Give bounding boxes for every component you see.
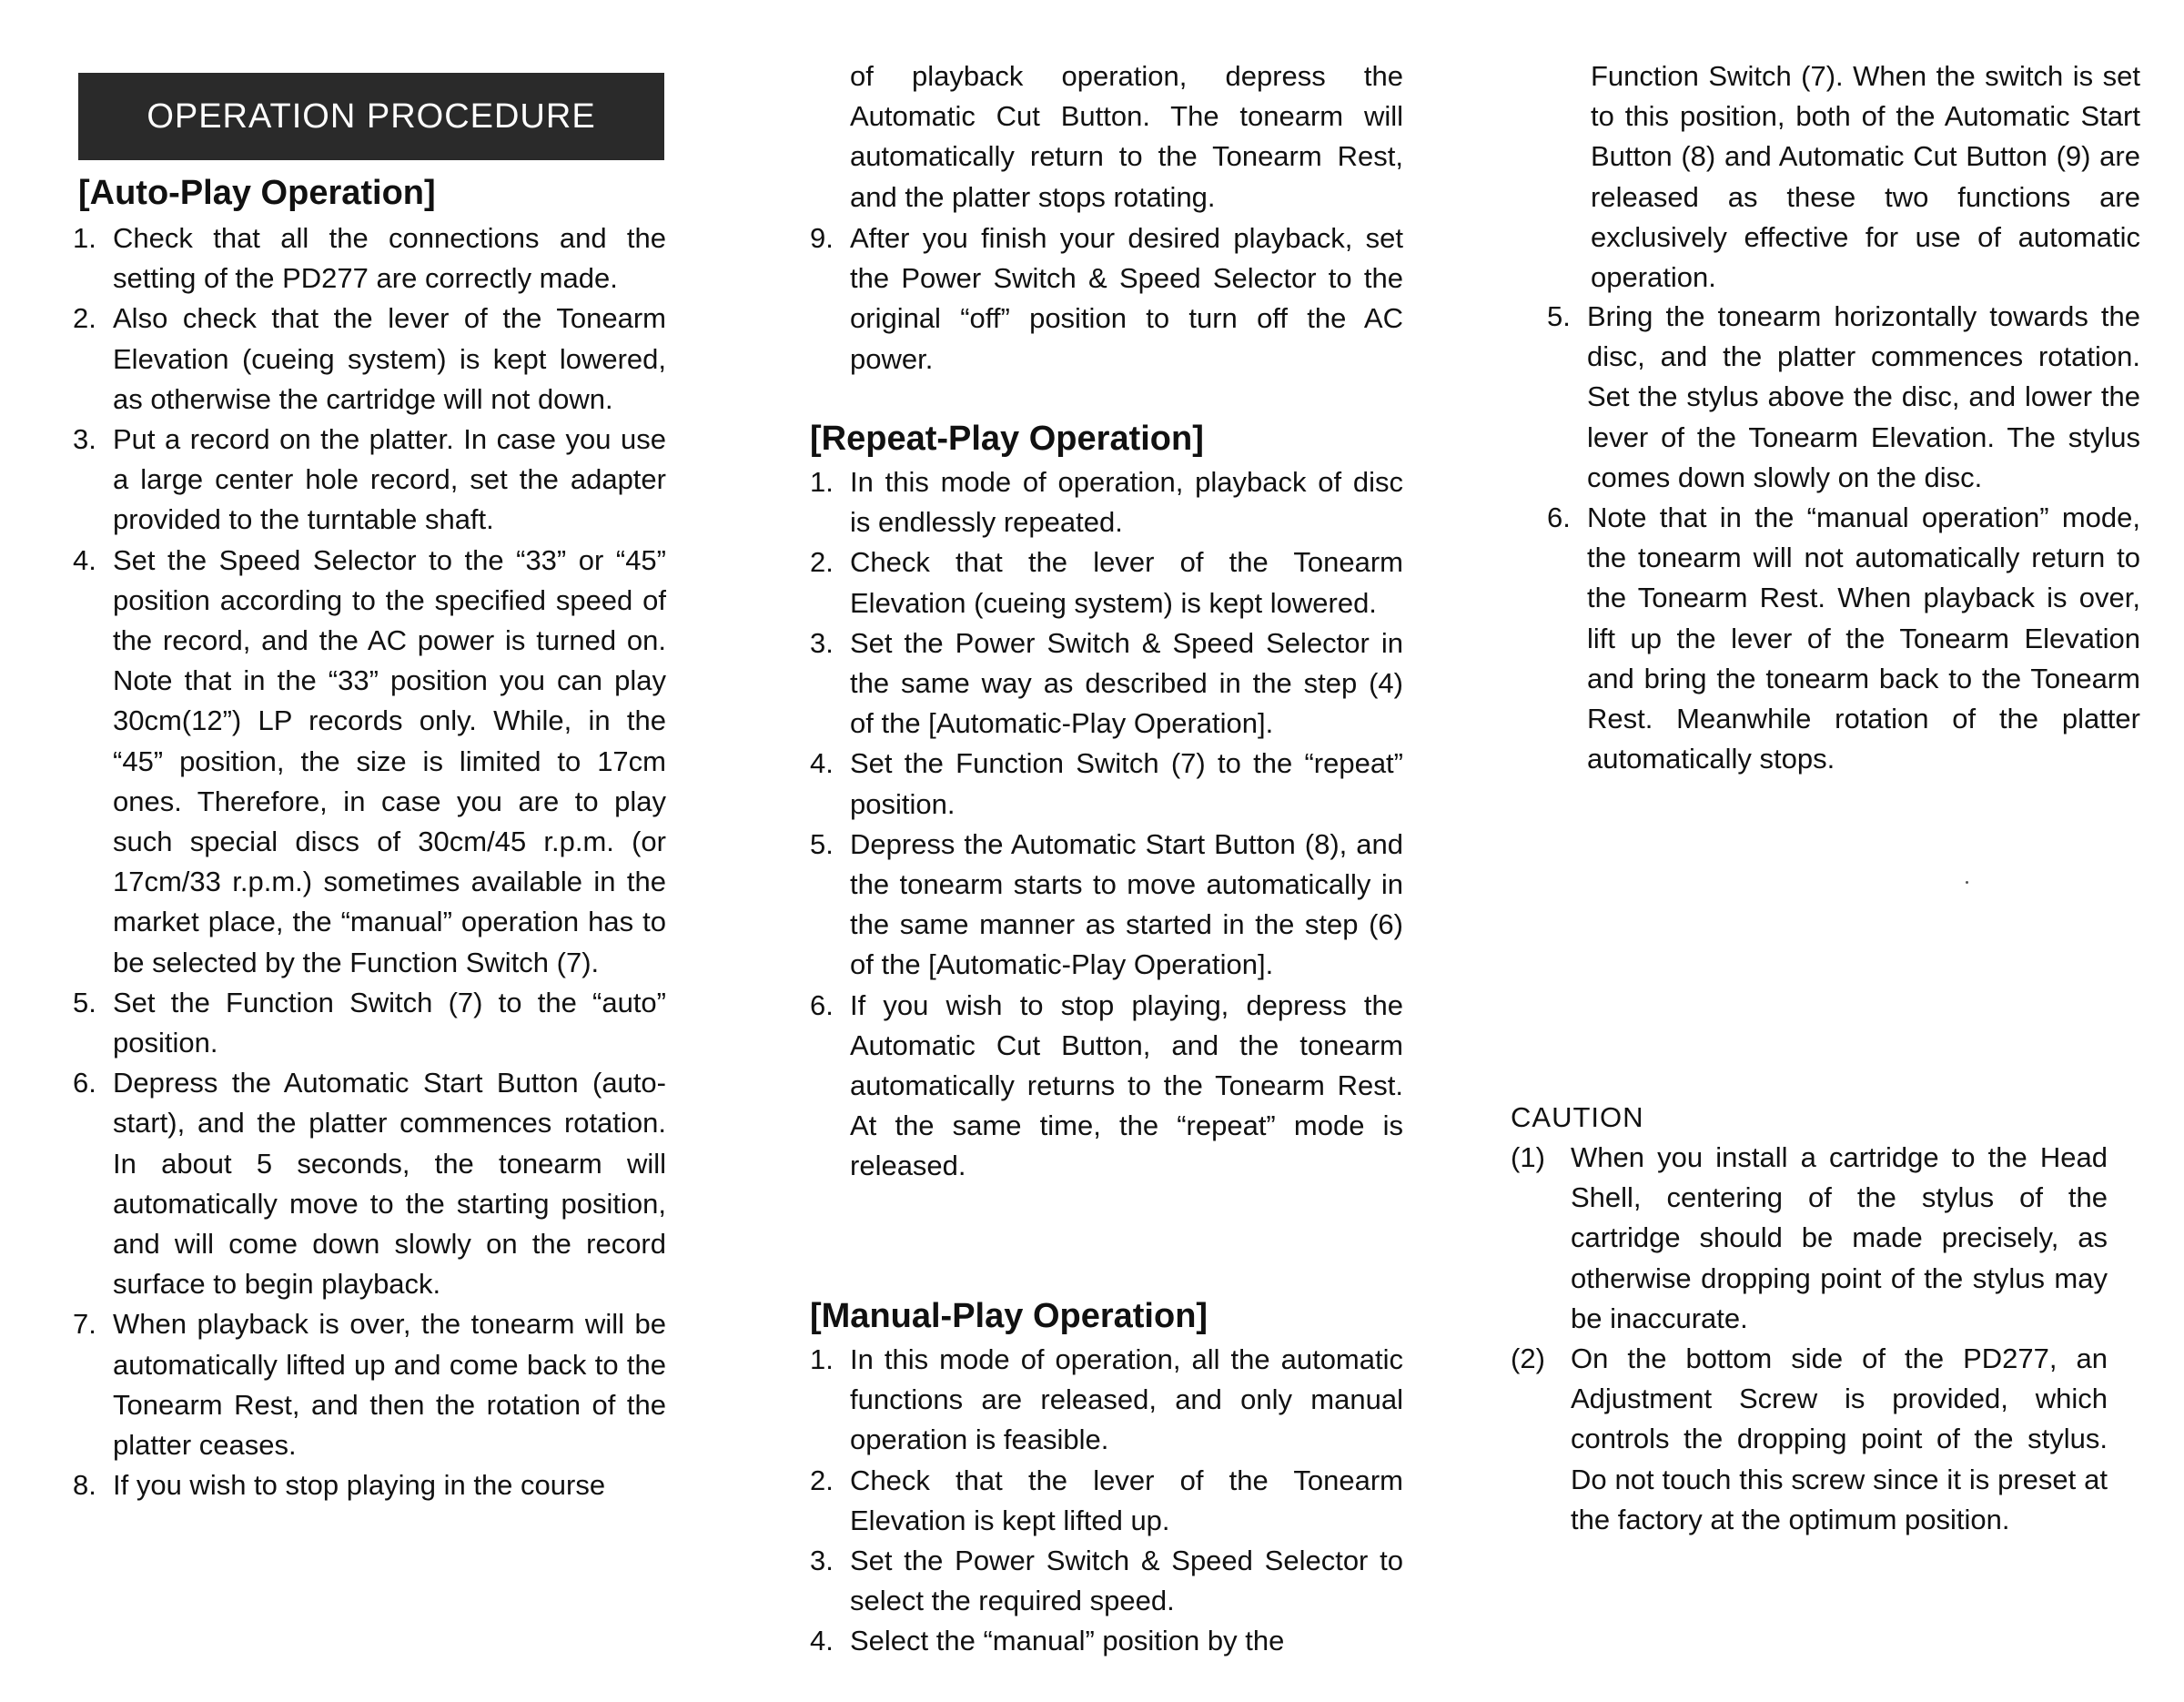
caution-title: CAUTION — [1511, 1101, 1644, 1133]
list-item: 4. Set the Speed Selector to the “33” or “45” position according to the specified speed of the record, and the AC power is turned on. Note that in the “33” position you can play 30cm(12”) LP records only. While, in the “45” position, the size is limited to 17cm ones. Therefore, in case you are to play such special discs of 30cm/45 r.p.m. (or 17cm/33 r.p.m.) sometimes available in the market place, the “manual” operation has to be selected by the Function Switch (7). — [73, 543, 666, 978]
auto-play-step8-continued: of playback operation, depress the Automatic Cut Button. The tonearm will automatically return to the Tonearm Rest, and the platter stops rotating. — [850, 60, 1403, 213]
section-banner — [78, 73, 664, 160]
auto-play-step9 — [810, 218, 1403, 380]
auto-play-heading: [Auto-Play Operation] — [78, 174, 436, 212]
list-item: 2. Also check that the lever of the Tonearm Elevation (cueing system) is kept lowered, as otherwise the cartridge will not down. — [73, 302, 666, 415]
list-item: 6. If you wish to stop playing, depress the Automatic Cut Button, and the tonearm automatically returns to the Tonearm Rest. At the same time, the “repeat” mode is released. — [810, 988, 1403, 1182]
list-item: 5. Bring the tonearm horizontally towards the disc, and the platter commences rotation. Set the stylus above the disc, and lower the lever of the Tonearm Elevation. The stylus comes down slowly on the disc. — [1547, 300, 2140, 493]
list-item: 1. In this mode of operation, playback of disc is endlessly repeated. — [810, 466, 1403, 539]
list-item: 5. Depress the Automatic Start Button (8), and the tonearm starts to move automatically in the same manner as started in the step (6) of the [Automatic-Play Operation]. — [810, 827, 1403, 981]
list-item: 5. Set the Function Switch (7) to the “auto” position. — [73, 986, 666, 1059]
list-item: 9. After you finish your desired playback, set the Power Switch & Speed Selector to the original “off” position to turn off the AC power. — [810, 222, 1403, 375]
list-item: 8. If you wish to stop playing in the course — [73, 1469, 606, 1502]
caution-list — [1511, 1138, 2108, 1540]
list-item: 2. Check that the lever of the Tonearm Elevation (cueing system) is kept lowered. — [810, 546, 1403, 619]
list-item: 1. In this mode of operation, all the automatic functions are released, and only manual operation is feasible. — [810, 1343, 1403, 1456]
list-item: (1) When you install a cartridge to the Head Shell, centering of the stylus of the cartridge should be made precisely, as otherwise dropping point of the stylus may be inaccurate. — [1511, 1141, 2108, 1334]
auto-play-steps — [73, 218, 666, 1506]
list-item: 4. Select the “manual” position by the — [810, 1625, 1285, 1657]
repeat-play-heading: [Repeat-Play Operation] — [810, 420, 1204, 458]
list-item: 1. Check that all the connections and the setting of the PD277 are correctly made. — [73, 222, 666, 295]
list-item: 6. Note that in the “manual operation” mode, the tonearm will not automatically return to the Tonearm Rest. When playback is over, lift up the lever of the Tonearm Elevation and bring the tonearm back to the Tonearm Rest. Meanwhile rotation of the platter automatically stops. — [1547, 501, 2140, 775]
manual-play-step4-continued: Function Switch (7). When the switch is set to this position, both of the Automatic Start Button (8) and Automatic Cut Button (9) are released as these two functions are exclusively effective for use of automatic operation. — [1591, 60, 2140, 294]
list-item: 4. Set the Function Switch (7) to the “repeat” position. — [810, 747, 1403, 820]
manual-play-steps-continued — [1547, 297, 2140, 779]
list-item: 7. When playback is over, the tonearm will be automatically lifted up and come back to the Tonearm Rest, and then the rotation of the platter ceases. — [73, 1308, 666, 1462]
repeat-play-steps — [810, 462, 1403, 1187]
print-speck — [1966, 881, 1968, 884]
list-item: 6. Depress the Automatic Start Button (auto-start), and the platter commences rotation. In about 5 seconds, the tonearm will automatically move to the starting position, and will come down slowly on the record surface to begin playback. — [73, 1067, 666, 1301]
list-item: 3. Set the Power Switch & Speed Selector in the same way as described in the step (4) of the [Automatic-Play Operation]. — [810, 626, 1403, 740]
manual-play-heading: [Manual-Play Operation] — [810, 1297, 1208, 1335]
list-item: (2) On the bottom side of the PD277, an Adjustment Screw is provided, which controls the dropping point of the stylus. Do not touch this screw since it is preset at the factory at the optimum position. — [1511, 1342, 2108, 1535]
list-item: 3. Set the Power Switch & Speed Selector to select the required speed. — [810, 1545, 1403, 1617]
list-item: 3. Put a record on the platter. In case you use a large center hole record, set the adapter provided to the turntable shaft. — [73, 423, 666, 536]
section-banner-title: OPERATION PROCEDURE — [147, 96, 596, 136]
list-item: 2. Check that the lever of the Tonearm Elevation is kept lifted up. — [810, 1464, 1403, 1536]
manual-play-steps — [810, 1340, 1403, 1662]
